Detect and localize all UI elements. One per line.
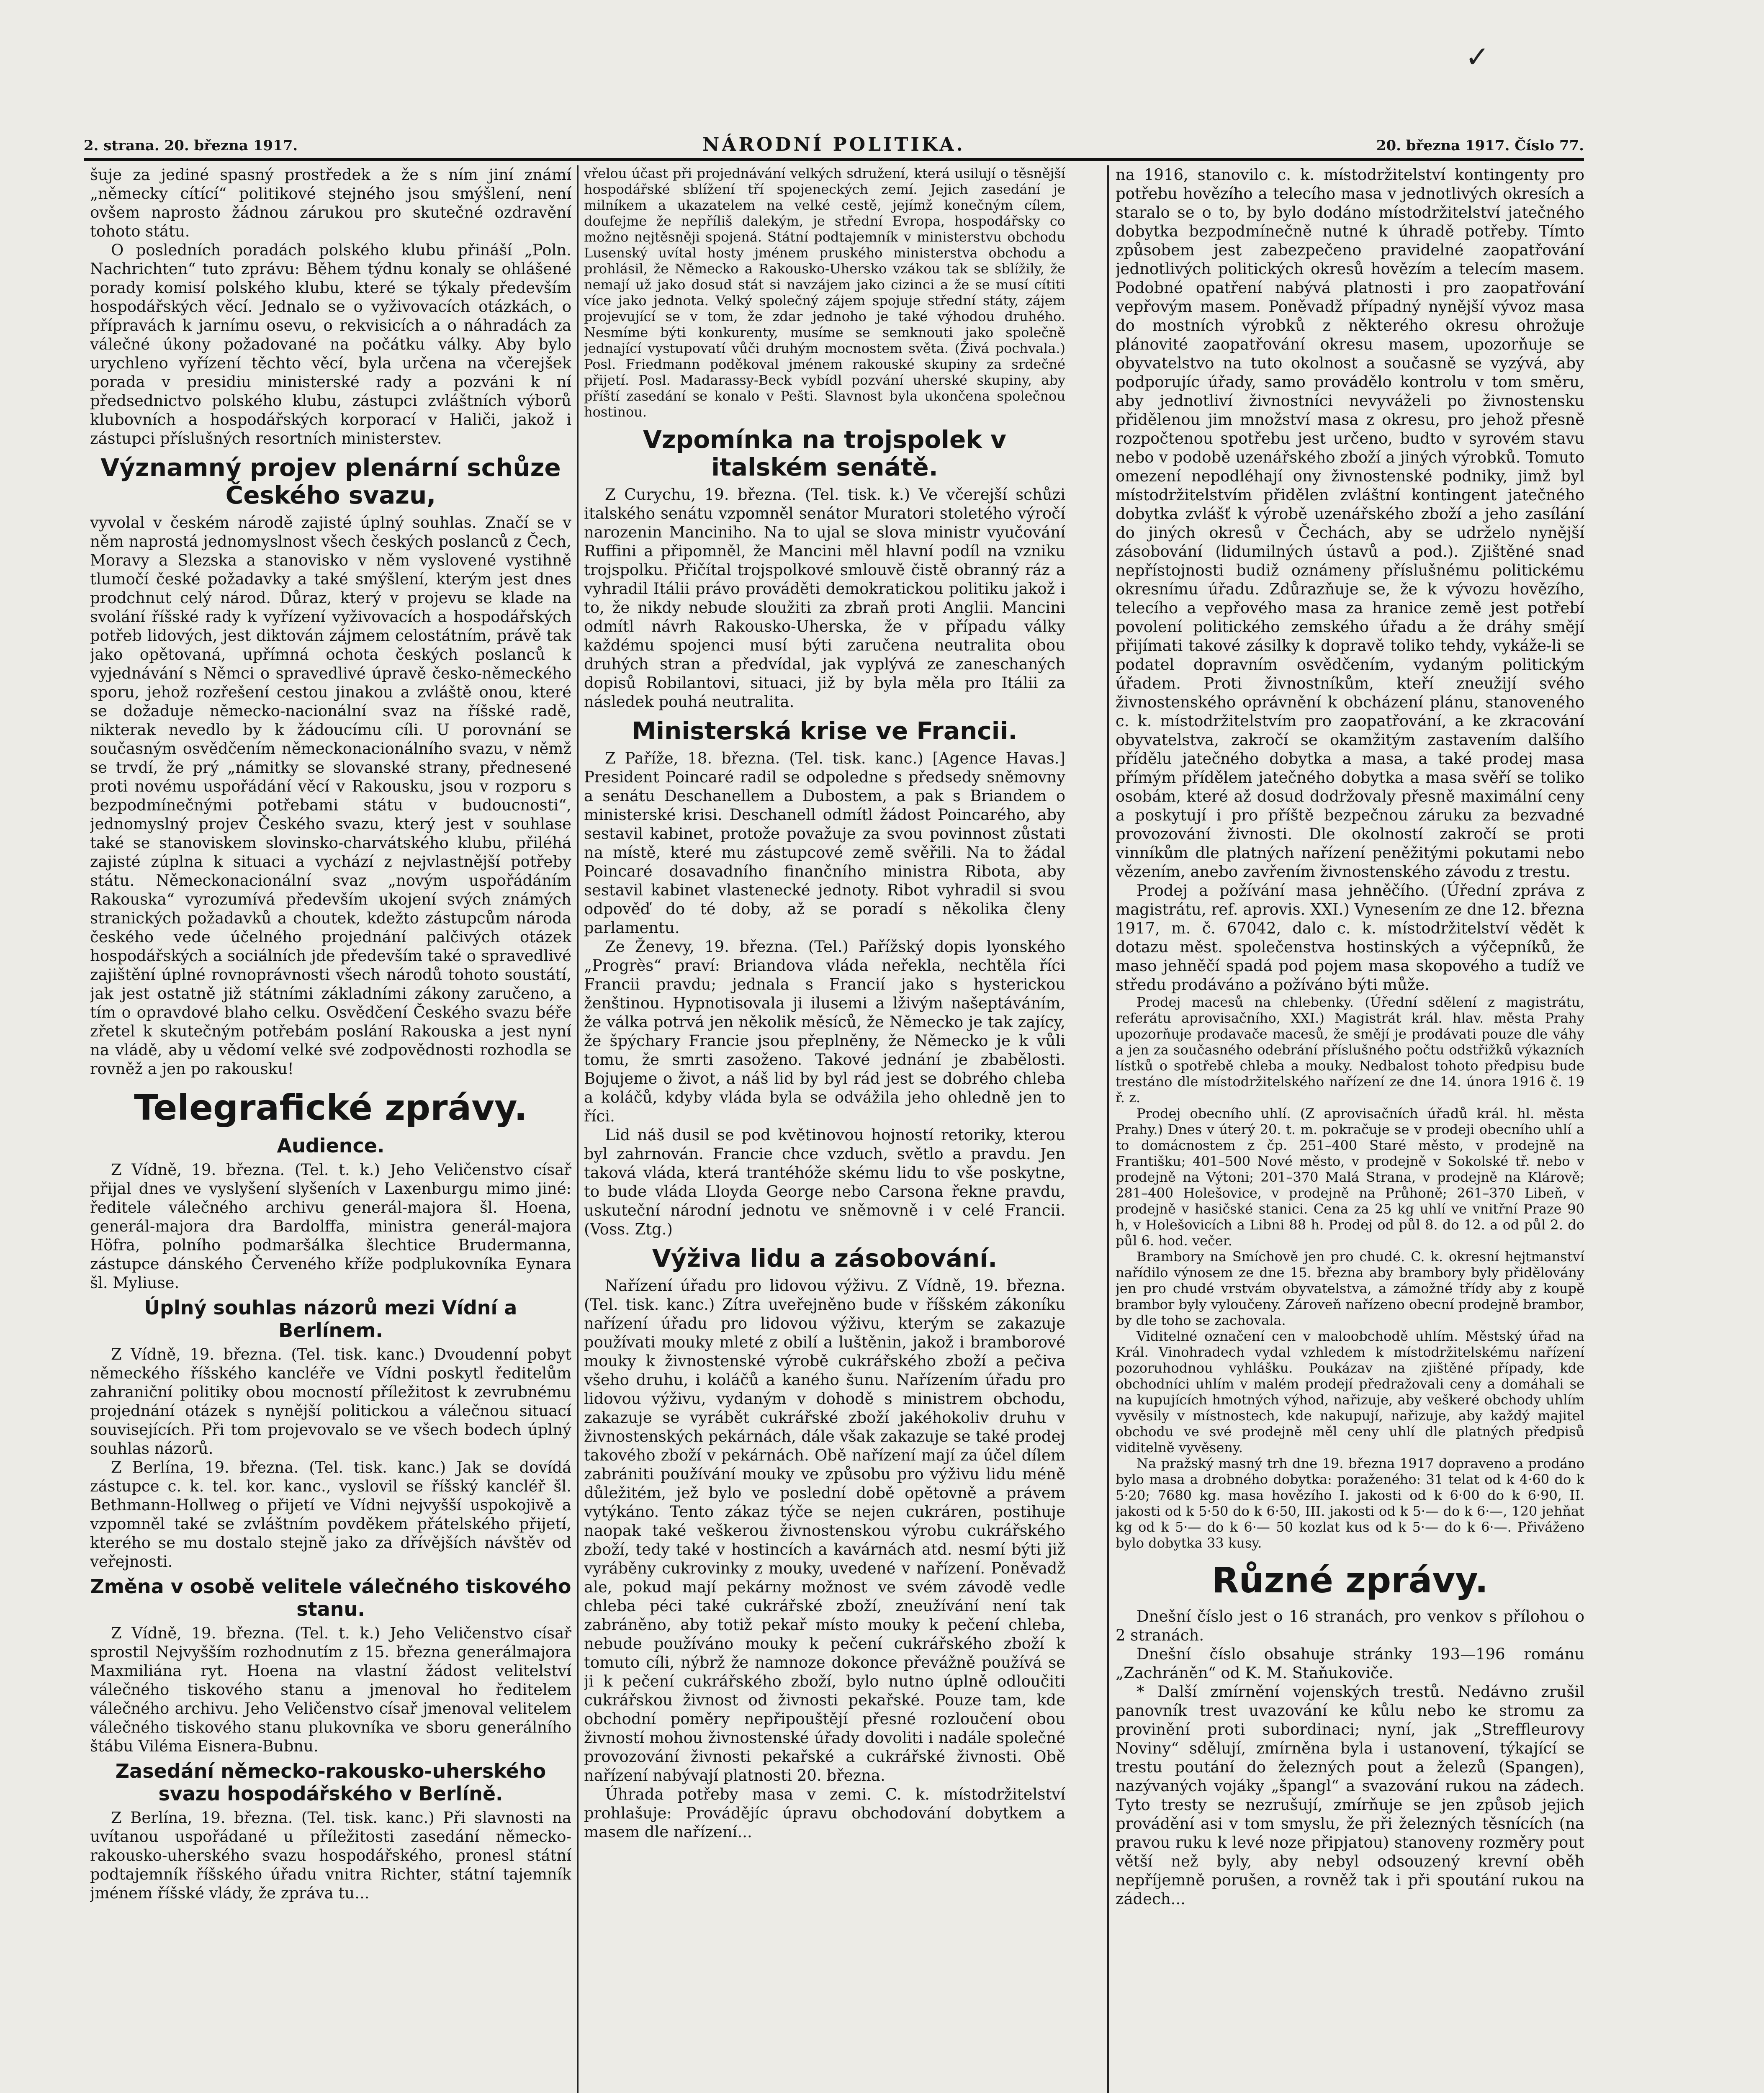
- article-paragraph: šuje za jediné spasný prostředek a že s ním jiní známí „německy cítící“ politikové stejného jsou smýšlení, není ovšem naprosto žádnou zárukou pro skutečné ozdravění tohoto státu.: [90, 166, 571, 240]
- article-paragraph: Prodej a požívání masa jehněčího. (Úřední zpráva z magistrátu, ref. aprovis. XXI.) Vynesením ze dne 12. března 1917, m. č. 67042, dalo c. k. místodržitelství vědět k dotazu měst. společenstva hostinských a výčepníků, že maso jehněčí spadá pod pojem masa skopového a tudíž ve středu prodáváno a požíváno býti může.: [1116, 882, 1584, 994]
- article-paragraph: vřelou účast při projednávání velkých sdružení, která usilují o těsnější hospodářské sblížení tří spojeneckých zemí. Jejich zasedání je milníkem a ukazatelem na velké cestě, jejímž konečným cílem, doufejme že nepříliš dalekým, je střední Evropa, hospodářsky co možno nejtěsněji spojená. Státní podtajemník v ministerstvu obchodu Lusenský uvítal hosty jménem pruského ministerstva obchodu a prohlásil, že Německo a Rakousko-Uhersko vzákou tak se sblížily, že nemají už jako dosud stát si navzájem jako cizinci a že se musí cítiti více jako jednota. Velký společný zájem spojuje střední státy, zájem projevující se v tom, že zdar jednoho je také výhodou druhého. Nesmíme býti konkurenty, musíme se semknouti jako společně jednající vystupovatí vůči druhým mocnostem světa. (Živá pochvala.) Posl. Friedmann poděkoval jménem rakouské skupiny za srdečné přijetí. Posl. Madarassy-Beck vybídl pozvání uherské skupiny, aby příští zasedání se konalo v Pešti. Slavnost byla ukončena společnou hostinou.: [584, 165, 1065, 420]
- article-paragraph: * Další zmírnění vojenských trestů. Nedávno zrušil panovník trest uvazování ke kůlu nebo ke stromu za provinění proti subordinaci; nyní, jak „Streffleurovy Noviny“ sdělují, zmírněna byla i ustanovení, týkající se trestu poutání do železných pout a železů (Spangen), nazývaných vojáky „špangl“ a svazování rukou na zádech. Tyto tresty se nezrušují, zmírňuje se jen způsob jejich provádění asi v tom smyslu, že při železných těsnících (na pravou ruku k levé noze připjatou) stanoveny rozměry pout větší než byly, aby nebyl odsouzený krevní oběh nepříjemně porušen, a rovněž tak i při spoutání rukou na zádech...: [1116, 1683, 1584, 1908]
- header-page-date: 2. strana. 20. března 1917.: [84, 137, 298, 154]
- section-headline: Různé zprávy.: [1211, 1560, 1489, 1601]
- article-paragraph: Z Vídně, 19. března. (Tel. t. k.) Jeho Veličenstvo císař přijal dnes ve vyslyšení slyšeních v Laxenburgu mimo jiné: ředitele válečného archivu generál-majora šl. Hoena, generál-majora dra Bardolffa, ministra generál-majora Höfra, polního podmaršálka šlechtice Brudermanna, zástupce dánského Červeného kříže podplukovníka Eynara šl. Myliuse.: [90, 1161, 571, 1292]
- column-divider-2: [1107, 165, 1109, 2093]
- section-headline: Výživa lidu a zásobování.: [652, 1244, 998, 1273]
- article-paragraph: Dnešní číslo obsahuje stránky 193—196 románu „Zachráněn“ od K. M. Staňukoviče.: [1116, 1645, 1584, 1682]
- article-paragraph: Prodej macesů na chlebenky. (Úřední sdělení z magistrátu, referátu aprovisačního, XXI.) Magistrát král. hlav. města Prahy upozorňuje prodavače macesů, že smějí je prodávati pouze dle váhy a jen za současného odebrání příslušného počtu odstřižků výkazních lístků o spotřebě chleba a mouky. Nedbalost tohoto předpisu bude trestáno dle místodržitelského nařízení ze dne 14. února 1916 č. 19 ř. z.: [1116, 994, 1584, 1106]
- column-1: [90, 165, 571, 2093]
- article-paragraph: Lid náš dusil se pod květinovou hojností retoriky, kterou byl zahrnován. Francie chce vzduch, světlo a pravdu. Jen taková vláda, která trantéhóže skému lidu to vše poskytne, to bude vláda Lloyda George nebo Carsona řekne pravdu, uskuteční národní jednotu ve sněmovně i v celé Francii. (Voss. Ztg.): [584, 1126, 1065, 1238]
- article-headline: Změna v osobě velitele válečného tiskového stanu.: [90, 1575, 571, 1620]
- article-paragraph: Z Vídně, 19. března. (Tel. tisk. kanc.) Dvoudenní pobyt německého říšského kancléře ve Vídni poskytl ředitelům zahraniční politiky obou mocností příležitost k zevrubnému projednání otázek s nynější politickou a válečnou situací souvisejících. Při tom projevovalo se ve všech bodech úplný souhlas názorů.: [90, 1345, 571, 1458]
- section-headline: Vzpomínka na trojspolek v italském senátě.: [643, 425, 1006, 481]
- article-paragraph: Z Paříže, 18. března. (Tel. tisk. kanc.) [Agence Havas.] President Poincaré radil se odpoledne s předsedy sněmovny a senátu Deschanellem a Dubostem, a pak s Briandem o ministerské krisi. Deschanell odmítl žádost Poincarého, aby sestavil kabinet, protože považuje za svou povinnost zůstati na místě, které mu zástupcové země svěřili. Na to žádal Poincaré dosavadního finančního ministra Ribota, aby sestavil kabinet vlastenecké jednoty. Ribot vyhradil si svou odpověď do té doby, až se poradí s několika členy parlamentu.: [584, 749, 1065, 937]
- section-headline: Ministerská krise ve Francii.: [632, 717, 1018, 745]
- article-paragraph: Prodej obecního uhlí. (Z aprovisačních úřadů král. hl. města Prahy.) Dnes v úterý 20. t. m. pokračuje se v prodeji obecního uhlí a to domácnostem z čp. 251–400 Staré město, v prodejně na Františku; 401–500 Nové město, v prodejně v Sokolské tř. nebo v prodejně na Výtoni; 201–370 Malá Strana, v prodejně na Klárově; 281–400 Holešovice, v prodejně na Průhoně; 261–370 Libeň, v prodejně v hasičské stanici. Cena za 25 kg uhlí ve vnitřní Praze 90 h, v Holešovicích a Libni 88 h. Prodej od půl 8. do 12. a od půl 2. do půl 6. hod. večer.: [1116, 1106, 1584, 1249]
- column-divider-1: [577, 165, 579, 2093]
- header-rule: [84, 158, 1584, 161]
- article-paragraph: O posledních poradách polského klubu přináší „Poln. Nachrichten“ tuto zprávu: Během týdnu konaly se ohlášené porady komisí polského klubu, které se týkaly především hospodářských věcí. Jednalo se o vyživovacích otázkách, o přípravách k jarnímu osevu, o rekvisicích a o náhradách za válečné úkony požadované na počátku války. Aby bylo urychleno vyřízení těchto věcí, byla určena na včerejšek porada v presidiu ministerské rady a pozváni k ní předsednictvo polského klubu, zástupci zvláštních výborů klubovních a hospodářských korporací v Haliči, jakož i zástupci příslušných resortních ministerstev.: [90, 241, 571, 447]
- column-2: [584, 165, 1065, 2093]
- article-paragraph: Viditelné označení cen v maloobchodě uhlím. Městský úřad na Král. Vinohradech vydal vzhledem k místodržitelskému nařízení pozoruhodnou vyhlášku. Poukázav na zjištěné případy, kde obchodníci uhlím v malém prodejí předražovali ceny a domáhali se na kupujících hmotných výhod, nařizuje, aby veškeré obchody uhlím vyvěsily v místnostech, kde nakupují, nařizuje, aby každý majitel obchodu ve své prodejně měl ceny uhlí dle platných předpisů viditelně vyvěseny.: [1116, 1328, 1584, 1455]
- column-3: [1116, 165, 1584, 2093]
- section-headline: Telegrafické zprávy.: [134, 1087, 527, 1128]
- section-headline: Významný projev plenární schůze Českého svazu,: [100, 453, 561, 509]
- article-paragraph: Ze Ženevy, 19. března. (Tel.) Pařížský dopis lyonského „Progrès“ praví: Briandova vláda neřekla, nechtěla říci Francii pravdu; jednala s Francií jako s hysterickou ženštinou. Hypnotisovala ji ilusemi a lživým našeptáváním, že válka potrvá jen několik měsíců, že Německo je tak zajícy, že špýchary Francie jsou přeplněny, že Německo je k vůli tomu, že smrti zasoženo. Takové jednání je zbabělosti. Bojujeme o život, a náš lid by byl rád jest se dobrého chleba a koláčů, kdyby vláda byla se odvážila jeho ohledně jen to říci.: [584, 938, 1065, 1125]
- header-issue: 20. března 1917. Číslo 77.: [1376, 137, 1584, 154]
- article-paragraph: Brambory na Smíchově jen pro chudé. C. k. okresní hejtmanství nařídilo výnosem ze dne 15. března aby brambory byly přidělovány jen pro chudé vrstvám obyvatelstva, a zámožné třídy aby z koupě brambor byly vyloučeny. Zároveň nařízeno obecní prodejně brambor, by dle toho se zachovala.: [1116, 1249, 1584, 1328]
- article-paragraph: Nařízení úřadu pro lidovou výživu. Z Vídně, 19. března. (Tel. tisk. kanc.) Zítra uveřejněno bude v říšském zákoníku nařízení úřadu pro lidovou výživu, kterým se zakazuje používati mouky mleté z obilí a luštěnin, jakož i bramborové mouky k živnostenské výrobě cukrářského zboží a pečiva všeho druhu, i koláčů a kaného šunu. Nařízením úřadu pro lidovou výživu, vydaným v dohodě s ministrem obchodu, zakazuje se vyrábět cukrářské zboží jakéhokoliv druhu v živnostenských pekárnách, dále však zakazuje se také prodej takového zboží v pekárnách. Obě nařízení mají za účel dílem zabrániti používání mouky ve způsobu pro výživu lidu méně důležitém, jež bylo ve poslední době opětovně a právem vytýkáno. Tento zákaz týče se nejen cukráren, postihuje naopak také veškerou živnostenskou výrobu cukrářského zboží, tedy také v hostincích a kavárnách atd. nesmí býti již vyráběny cukrovinky z mouky, uvedené v nařízení. Poněvadž ale, pokud mají pekárny možnost ve svém závodě vedle chleba péci také cukrářské zboží, zneužívání není tak zabráněno, aby totiž pekař místo mouky k pečení chleba, nebude používáno mouky k pečení cukrářského zboží k tomuto cíli, nýbrž že namnoze dokonce převážně používá se ji k pečení cukrářského zboží, bylo nutno úplně odloučiti cukrářskou živnost od živnosti pekařské. Pouze tam, kde obchodní poměry nepřipouštějí přesné rozloučení obou živností mohou živnostenské úřady dovoliti i nadále společné provozování živnosti pekařské a cukrářské živnosti. Obě nařízení nabývají platnosti 20. března.: [584, 1277, 1065, 1784]
- article-headline: Audience.: [277, 1134, 385, 1157]
- article-paragraph: Z Vídně, 19. března. (Tel. t. k.) Jeho Veličenstvo císař sprostil Nejvyšším rozhodnutím z 15. března generálmajora Maxmiliána ryt. Hoena na vlastní žádost velitelství válečného tiskového stanu a jmenoval ho ředitelem válečného archivu. Jeho Veličenstvo císař jmenoval velitelem válečného tiskového stanu plukovníka ve sboru generálního štábu Viléma Eisnera-Bubnu.: [90, 1624, 571, 1755]
- article-paragraph: Na pražský masný trh dne 19. března 1917 dopraveno a prodáno bylo masa a drobného dobytka: poraženého: 31 telat od k 4·60 do k 5·20; 7680 kg. masa hovězího I. jakosti od k 6·00 do k 6·90, II. jakosti od k 5·50 do k 6·50, III. jakosti od k 5·— do k 6·—, 120 jehňat kg od k 5·— do k 6·— 50 kozlat kus od k 5·— do k 6·—. Přiváženo bylo dobytka 33 kusy.: [1116, 1455, 1584, 1551]
- article-paragraph: Úhrada potřeby masa v zemi. C. k. místodržitelství prohlašuje: Provádějíc úpravu obchodování dobytkem a masem dle nařízení...: [584, 1785, 1065, 1841]
- article-paragraph: vyvolal v českém národě zajisté úplný souhlas. Značí se v něm naprostá jednomyslnost všech českých poslanců z Čech, Moravy a Slezska a stanovisko v něm vyslovené vystihně tlumočí české požadavky a také smýšlení, kterým jest dnes prodchnut celý národ. Důraz, který v projevu se klade na svolání říšské rady k vyřízení vyživovacích a hospodářských potřeb lidových, jest diktován zájmem celostátním, právě tak jako opětovaná, upřímná ochota českých poslanců k vyjednávání s Němci o spravedlivé úpravě česko-německého sporu, jehož rozřešení cestou jinakou a zvláště onou, které se dožaduje německo-nacionální svaz na říšské radě, nikterak nevedlo by k žádoucímu cíli. U porovnání se současným osvědčením německonacionálního svazu, v němž se trvdí, že prý „námitky se slovanské strany, přednesené proti novému uspořádání věcí v Rakousku, jsou v rozporu s bezpodmínečnými potřebami státu v budoucnosti“, jednomyslný projev Českého svazu, který jest v souhlase také se stanoviskem slovinsko-charvátského klubu, přiléhá zajisté zúplna k situaci a vychází z nejvlastnější potřeby státu. Německonacionální svaz „novým uspořádáním Rakouska“ vyrozumívá především ukojení svých známých stranických požadavků a choutek, kdežto zástupcům národa českého vede účelného projednání palčivých otázek hospodářských a sociálních jde především také o spravedlivé zajištění úplné rovnoprávnosti všech národů tohoto soustátí, jak jest ostatně již státními základními zákony zaručeno, a tím o opravdové blaho celku. Osvědčení Českého svazu béře zřetel k skutečným potřebám poslání Rakouska a jest nyní na vládě, aby u vědomí velké své zodpovědnosti rozhodla se rovněž a jen po rakousku!: [90, 514, 571, 1078]
- masthead: NÁRODNÍ POLITIKA.: [702, 134, 965, 155]
- article-paragraph: Z Berlína, 19. března. (Tel. tisk. kanc.) Při slavnosti na uvítanou uspořádané u příležitosti zasedání německo-rakousko-uherského svazu hospodářského, pronesl státní podtajemník říšského úřadu vnitra Richter, státní tajemník jménem říšské vlády, že zpráva tu...: [90, 1809, 571, 1902]
- article-paragraph: Z Berlína, 19. března. (Tel. tisk. kanc.) Jak se dovídá zástupce c. k. tel. kor. kanc., vyslovil se říšský kancléř šl. Bethmann-Hollweg o přijetí ve Vídni nejvyšší uspokojivě a vzpomněl také se zvláštním povděkem přátelského přijetí, kterého se mu dostalo stejně jako za dřívějších návštěv od veřejnosti.: [90, 1458, 571, 1571]
- article-paragraph: Z Curychu, 19. března. (Tel. tisk. k.) Ve včerejší schůzi italského senátu vzpomněl senátor Muratori stoletého výročí narozenin Manciniho. Na to ujal se slova ministr vyučování Ruffini a připomněl, že Mancini měl hlavní podíl na vzniku trojspolku. Přičítal trojspolkové smlouvě čistě obranný ráz a vyhradil Itálii právo prováděti demokratickou politiku jakož i to, že nikdy nebude sloužiti za zbraň proti Anglii. Mancini odmítl návrh Rakousko-Uherska, že v případu války každému spojenci musí býti zaručena neutralita obou druhých stran a předvídal, jak vyplývá ze zaneschaných dopisů Robilantovi, situaci, již by byla měla pro Itálii za následek pouhá neutralita.: [584, 486, 1065, 711]
- pen-mark: ✓: [1465, 40, 1490, 74]
- article-paragraph: Dnešní číslo jest o 16 stranách, pro venkov s přílohou o 2 stranách.: [1116, 1607, 1584, 1644]
- article-headline: Úplný souhlas názorů mezi Vídní a Berlínem.: [144, 1296, 517, 1342]
- article-paragraph: na 1916, stanovilo c. k. místodržitelství kontingenty pro potřebu hovězího a telecího masa v jednotlivých okresích a staralo se o to, by bylo dodáno místodržitelství jatečného dobytka bezpodmínečně nutné k úhradě potřeby. Tímto způsobem jest zabezpečeno pravidelné zaopatřování jednotlivých politických okresů hovězím a telecím masem. Podobné opatření nabývá platnosti i pro zaopatřování vepřovým masem. Poněvadž případný nynější vývoz masa do mostních výrobků z některého okresu ohrožuje plánovité zaopatřování okresu masem, upozorňuje se obyvatelstvo na tuto okolnost a současně se vyzývá, aby podporujíc úřady, samo provádělo kontrolu v tom směru, aby jednotliví živnostníci nevyváželi po živnostensku přidělenou jim množství masa z okresu, pro jehož přesně rozpočtenou spotřebu jest určeno, budto v syrovém stavu nebo v podobě uzenářského zboží a jiných výrobků. Tomuto omezení nepodléhají ony živnostenské podniky, jimž byl místodržitelstvím přidělen zvláštní kontingent jatečného dobytka zvlášť k výrobě uzenářského zboží a jeho zasílání do jiných okresů v Čechách, aby se udrželo nynější zásobování (lidumilných ústavů a pod.). Zjištěné snad nepřístojnosti budiž oznámeny příslušnému politickému okresnímu úřadu. Zdůrazňuje se, že k vývozu hovězího, telecího a vepřového masa za hranice země jest potřebí povolení politického zemského úřadu a že dráhy smějí přijímati takové zásilky k dopravě toliko tehdy, vykáže-li se podatel dopravním osvědčením, vydaným politickým úřadem. Proti živnostníkům, kteří zneužijí svého živnostenského oprávnění k obcházení plánu, stanoveného c. k. místodržitelstvím pro zaopatřování, a ke zkracování obyvatelstva, zakročí se okamžitým zastavením dalšího přídělu jatečného dobytka a masa, a také prodej masa přímým přídělem jatečného dobytka a masa svěří se toliko osobám, které až dosud dodržovaly přesně maximální ceny a poskytují i pro příště bezpečnou záruku za bezvadné provozování živnosti. Dle okolností zakročí se proti vinníkům dle platných nařízení peněžitými pokutami nebo vězením, anebo zavřením živnostenského závodu z trestu.: [1116, 166, 1584, 881]
- article-headline: Zasedání německo-rakousko-uherského svazu hospodářského v Berlíně.: [115, 1760, 546, 1805]
